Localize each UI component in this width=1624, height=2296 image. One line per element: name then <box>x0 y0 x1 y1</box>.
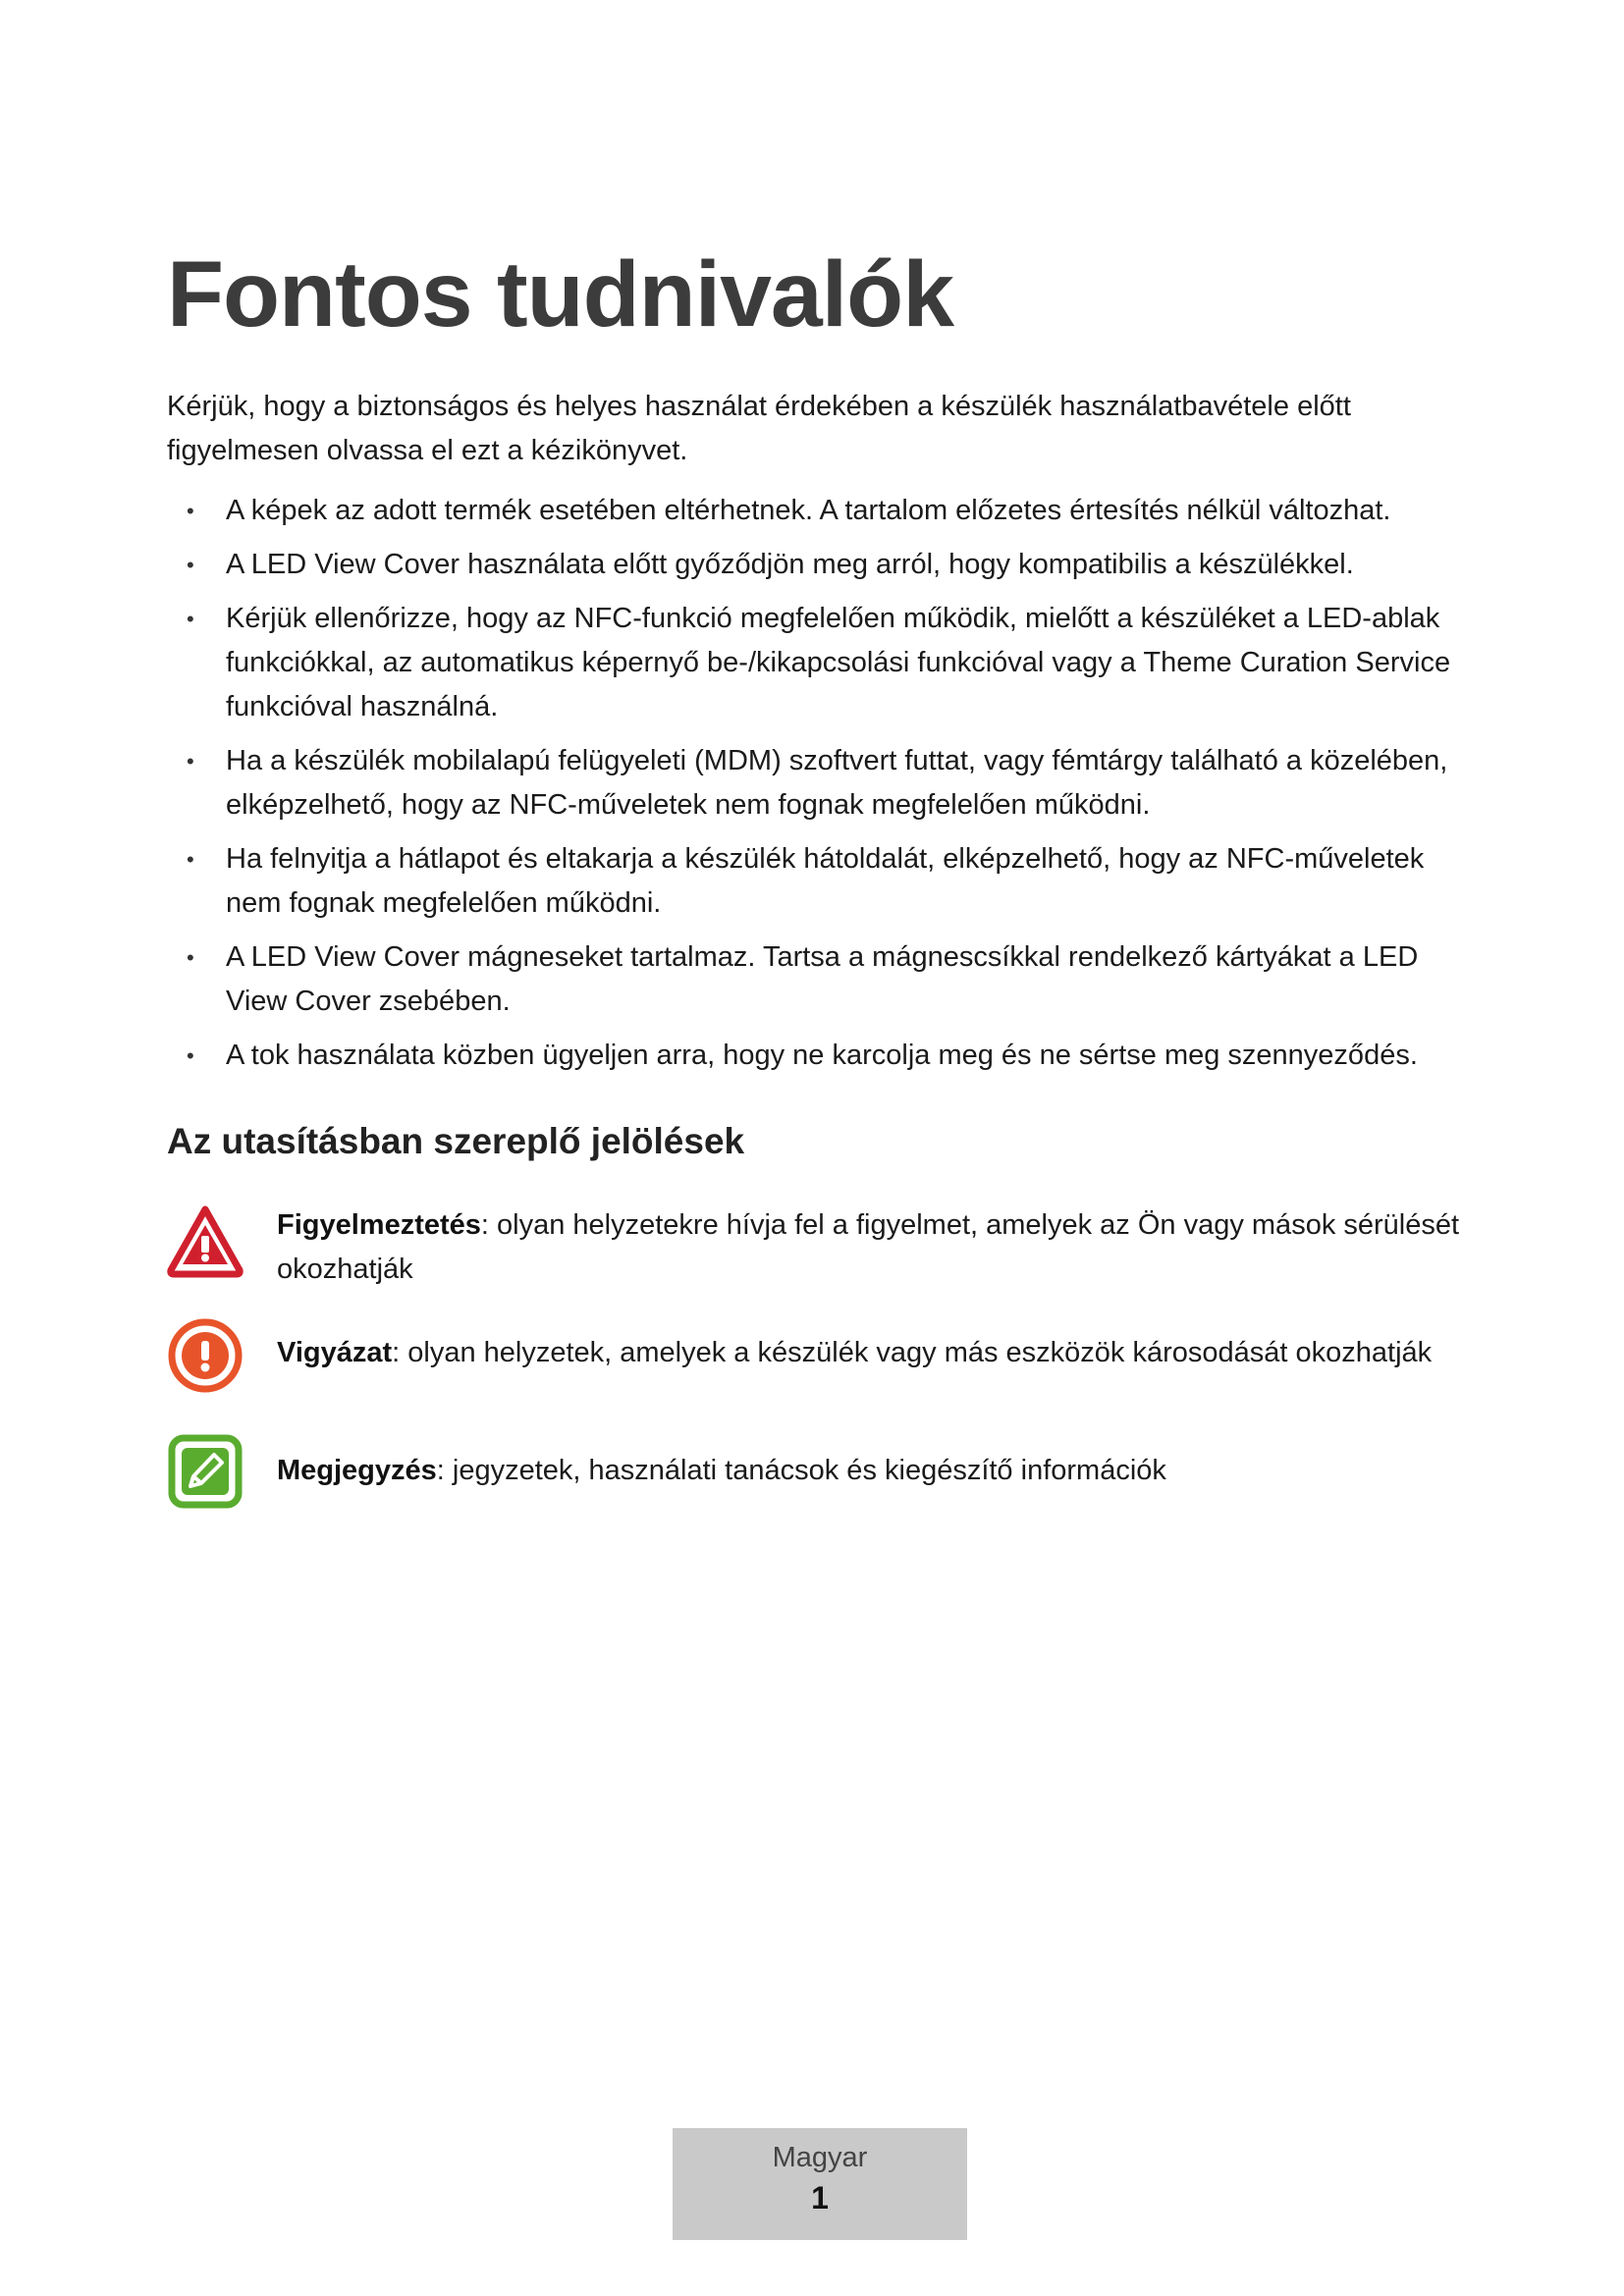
caution-circle-icon <box>167 1317 244 1394</box>
bullet-dot: • <box>187 607 194 631</box>
list-item-text: A tok használata közben ügyeljen arra, hogy ne karcolja meg és ne sértse meg szennyeződés. <box>226 1040 1418 1071</box>
list-item-text: A LED View Cover mágneseket tartalmaz. Tartsa a mágnescsíkkal rendelkező kártyákat a LED View Cover zsebében. <box>226 941 1419 1017</box>
section-heading: Az utasításban szereplő jelölések <box>167 1121 745 1161</box>
page-title: Fontos tudnivalók <box>167 242 954 347</box>
bullet-list <box>167 489 1473 1088</box>
intro-paragraph: Kérjük, hogy a biztonságos és helyes használat érdekében a készülék használatbavétele előtt figyelmesen olvassa el ezt a kézikönyvet. <box>167 391 1351 466</box>
bullet-dot: • <box>187 847 194 872</box>
bullet-dot: • <box>187 945 194 970</box>
caution-label: Vigyázat <box>277 1337 393 1368</box>
list-item <box>167 543 1473 587</box>
bullet-dot: • <box>187 1043 194 1068</box>
page-footer <box>673 2128 967 2240</box>
list-item <box>167 1034 1473 1078</box>
list-item-text: A képek az adott termék esetében eltérhetnek. A tartalom előzetes értesítés nélkül változhat. <box>226 495 1391 526</box>
list-item <box>167 489 1473 533</box>
list-item-text: Ha felnyitja a hátlapot és eltakarja a készülék hátoldalát, elképzelhető, hogy az NFC-műveletek nem fognak megfelelően működni. <box>226 843 1425 919</box>
caution-notice <box>167 1317 1483 1396</box>
list-item-text: Ha a készülék mobilalapú felügyeleti (MDM) szoftvert futtat, vagy fémtárgy található a közelében, elképzelhető, hogy az NFC-műveletek nem fognak megfelelően működni. <box>226 745 1448 821</box>
note-pencil-icon <box>167 1433 244 1510</box>
bullet-dot: • <box>187 553 194 577</box>
bullet-dot: • <box>187 499 194 523</box>
footer-language: Magyar <box>772 2142 868 2173</box>
note-text <box>277 1449 1483 1493</box>
warning-triangle-icon <box>167 1203 244 1280</box>
warning-text <box>277 1203 1483 1292</box>
caution-text <box>277 1331 1483 1375</box>
page-number: 1 <box>811 2180 829 2216</box>
list-item <box>167 597 1473 729</box>
warning-label: Figyelmeztetés <box>277 1209 481 1241</box>
list-item <box>167 837 1473 926</box>
list-item <box>167 935 1473 1024</box>
list-item-text: A LED View Cover használata előtt győződjön meg arról, hogy kompatibilis a készülékkel. <box>226 549 1354 580</box>
note-notice <box>167 1433 1483 1512</box>
warning-description: : olyan helyzetekre hívja fel a figyelmet, amelyek az Ön vagy mások sérülését okozhatják <box>277 1209 1460 1285</box>
list-item-text: Kérjük ellenőrizze, hogy az NFC-funkció megfelelően működik, mielőtt a készüléket a LED-ablak funkciókkal, az automatikus képernyő be-/kikapcsolási funkcióval vagy a Theme Curation Service funkcióval használná. <box>226 603 1451 722</box>
caution-description: : olyan helyzetek, amelyek a készülék vagy más eszközök károsodását okozhatják <box>392 1337 1433 1368</box>
list-item <box>167 739 1473 828</box>
note-description: : jegyzetek, használati tanácsok és kiegészítő információk <box>436 1455 1166 1486</box>
warning-notice <box>167 1203 1483 1285</box>
note-label: Megjegyzés <box>277 1455 437 1486</box>
bullet-dot: • <box>187 749 194 774</box>
